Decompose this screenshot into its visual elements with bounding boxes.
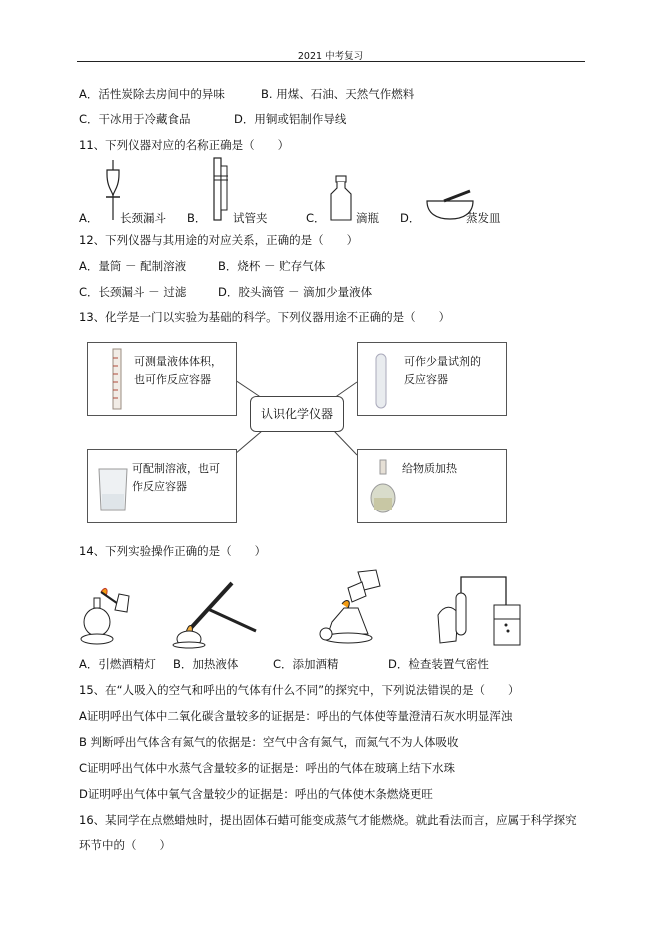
q13-box3-line2: 作反应容器 bbox=[132, 480, 187, 493]
q14-option-b: B．加热液体 bbox=[173, 657, 239, 671]
heating-liquid-figure bbox=[170, 575, 262, 649]
airtightness-check-figure bbox=[430, 571, 530, 655]
q12-stem: 12、下列仪器与其用途的对应关系，正确的是（ ） bbox=[79, 233, 359, 247]
q13-box-test-tube bbox=[357, 342, 507, 416]
adding-alcohol-figure bbox=[318, 568, 384, 650]
q13-box4-line1: 给物质加热 bbox=[402, 462, 457, 475]
graduated-cylinder-icon bbox=[110, 348, 124, 410]
q12-option-b: B．烧杯 － 贮存气体 bbox=[218, 259, 326, 273]
q13-box-alcohol-lamp bbox=[357, 449, 507, 523]
q11-label-c: C． bbox=[306, 211, 326, 225]
q13-box1-line1: 可测量液体体积， bbox=[134, 355, 222, 368]
q15-option-b: B 判断呼出气体含有氮气的依据是：空气中含有氮气，而氮气不为人体吸收 bbox=[79, 735, 459, 749]
q13-box2-line2: 反应容器 bbox=[404, 373, 448, 386]
q14-option-a: A．引燃酒精灯 bbox=[79, 657, 156, 671]
q11-name-a: 长颈漏斗 bbox=[120, 211, 166, 225]
q11-label-a: A． bbox=[79, 211, 99, 225]
q14-option-c: C．添加酒精 bbox=[273, 657, 339, 671]
q12-option-c: C．长颈漏斗 － 过滤 bbox=[79, 285, 187, 299]
q13-box-graduated-cylinder bbox=[87, 342, 237, 416]
q10-option-b: B. 用煤、石油、天然气作燃料 bbox=[261, 87, 415, 101]
q13-box1-line2: 也可作反应容器 bbox=[134, 373, 211, 386]
q11-label-b: B． bbox=[187, 211, 207, 225]
alcohol-lamp-icon bbox=[368, 458, 398, 516]
q13-center-label: 认识化学仪器 bbox=[250, 396, 344, 432]
q13-box-beaker bbox=[87, 449, 237, 523]
test-tube-icon bbox=[370, 353, 392, 409]
q16-line2: 环节中的（ ） bbox=[79, 838, 171, 852]
q11-stem: 11、下列仪器对应的名称正确是（ ） bbox=[79, 138, 290, 152]
q11-name-b: 试管夹 bbox=[233, 211, 268, 225]
beaker-icon bbox=[96, 466, 130, 512]
page-header: 2021 中考复习 bbox=[297, 51, 364, 62]
q13-box3-line1: 可配制溶液，也可 bbox=[132, 462, 220, 475]
q12-option-d: D．胶头滴管 － 滴加少量液体 bbox=[218, 285, 373, 299]
q11-name-d: 蒸发皿 bbox=[466, 211, 501, 225]
q11-label-d: D． bbox=[400, 211, 421, 225]
q13-stem: 13、化学是一门以实验为基础的科学。下列仪器用途不正确的是（ ） bbox=[79, 310, 451, 324]
q15-stem: 15、在“人吸入的空气和呼出的气体有什么不同”的探究中，下列说法错误的是（ ） bbox=[79, 683, 520, 697]
q10-option-c: C．干冰用于冷藏食品 bbox=[79, 112, 191, 126]
q12-option-a: A．量筒 － 配制溶液 bbox=[79, 259, 187, 273]
q11-name-c: 滴瓶 bbox=[356, 211, 379, 225]
q10-option-d: D．用铜或铝制作导线 bbox=[234, 112, 347, 126]
q10-option-a: A．活性炭除去房间中的异味 bbox=[79, 87, 225, 101]
q15-option-c: C证明呼出气体中水蒸气含量较多的证据是：呼出的气体在玻璃上结下水珠 bbox=[79, 761, 456, 775]
q14-option-d: D．检查装置气密性 bbox=[388, 657, 489, 671]
q13-box2-line1: 可作少量试剂的 bbox=[404, 355, 481, 368]
q15-option-a: A证明呼出气体中二氧化碳含量较多的证据是：呼出的气体使等量澄清石灰水明显浑浊 bbox=[79, 709, 513, 723]
q14-stem: 14、下列实验操作正确的是（ ） bbox=[79, 544, 267, 558]
q16-line1: 16、某同学在点燃蜡烛时，提出固体石蜡可能变成蒸气才能燃烧。就此看法而言，应属于科学探究 bbox=[79, 813, 577, 827]
lighting-lamp-figure bbox=[79, 582, 133, 648]
q15-option-d: D证明呼出气体中氧气含量较少的证据是：呼出的气体使木条燃烧更旺 bbox=[79, 787, 433, 801]
